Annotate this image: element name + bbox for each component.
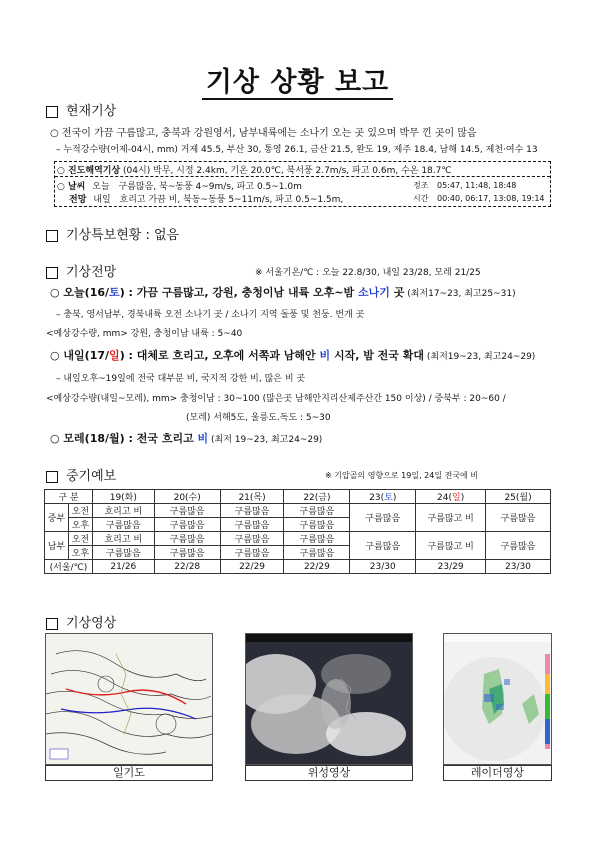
table-cell: 구름많고 비 bbox=[416, 532, 486, 560]
tom-sub: – 내일오후~19일에 전국 대부분 비, 국지적 강한 비, 많은 비 곳 bbox=[56, 374, 306, 384]
table-cell: 구름많음 bbox=[486, 504, 551, 532]
table-cell: 흐리고 비 bbox=[92, 532, 154, 546]
images-heading-text: 기상영상 bbox=[66, 616, 117, 631]
section-midterm-heading bbox=[46, 465, 116, 484]
tom-day: 일 bbox=[109, 349, 120, 362]
section-current-heading bbox=[46, 100, 116, 119]
period-cell: 오후 bbox=[68, 546, 92, 560]
box-row3-label: 전망 bbox=[69, 195, 87, 205]
temp-cell: 23/30 bbox=[350, 560, 416, 574]
box-divider bbox=[55, 176, 550, 177]
box-row3-right bbox=[413, 193, 545, 204]
region-cell: 중부 bbox=[45, 504, 69, 532]
caption-satellite: 위성영상 bbox=[245, 765, 413, 781]
temp-cell: 23/29 bbox=[416, 560, 486, 574]
checkbox-square-icon bbox=[46, 471, 58, 483]
temp-cell: 22/29 bbox=[284, 560, 350, 574]
today-post: 곳 bbox=[389, 286, 405, 299]
table-cell: 구름많음 bbox=[284, 504, 350, 518]
satellite-image bbox=[245, 633, 413, 765]
box-row3-sub: 내일 bbox=[93, 195, 111, 205]
table-cell: 구름많음 bbox=[220, 504, 284, 518]
dat-rain: 비 bbox=[197, 432, 209, 445]
box-row3-right-text: 00:40, 06:17, 13:08, 19:14 bbox=[437, 194, 545, 203]
forecast-heading-text: 기상전망 bbox=[66, 265, 117, 280]
temp-cell: 21/26 bbox=[92, 560, 154, 574]
table-cell: 구름많음 bbox=[92, 546, 154, 560]
day-header: 20(수) bbox=[154, 490, 220, 504]
satellite-graphic bbox=[246, 634, 412, 764]
day-header: 23(토) bbox=[350, 490, 416, 504]
today-day: 토 bbox=[109, 286, 120, 299]
checkbox-square-icon bbox=[46, 230, 58, 242]
midterm-table-wrap bbox=[44, 489, 551, 574]
period-cell: 오전 bbox=[68, 532, 92, 546]
forecast-day-after bbox=[50, 430, 322, 446]
tom-precip-2: (모레) 서해5도, 울릉도.독도 : 5~30 bbox=[186, 413, 331, 423]
today-precip-label: <예상강수량, mm> bbox=[46, 329, 128, 339]
table-row bbox=[45, 504, 551, 518]
table-cell: 구름많음 bbox=[220, 518, 284, 532]
table-cell: 구름많음 bbox=[284, 532, 350, 546]
tom-post: 시작, 밤 전국 확대 bbox=[330, 349, 425, 362]
box-row1-text: (04시) 박무, 시정 2.4km, 기온 20.0℃, 북서풍 2.7m/s, 파고 0.6m, 수온 18.7℃ bbox=[123, 166, 452, 176]
temp-cell: 23/30 bbox=[486, 560, 551, 574]
table-cell: 구름많음 bbox=[154, 518, 220, 532]
table-cell: 구름많음 bbox=[284, 518, 350, 532]
box-row-2 bbox=[57, 179, 302, 192]
caption-radar: 레이더영상 bbox=[443, 765, 552, 781]
table-cell: 구름많음 bbox=[220, 546, 284, 560]
today-precip bbox=[46, 326, 242, 339]
tom-precip-value: 충청이남 : 30~100 (많은곳 남해안지리산제주산간 150 이상) / 중북부 : 20~60 / bbox=[177, 394, 506, 404]
tom-prefix: ○ 내일(17/ bbox=[50, 349, 110, 362]
box-row2-text: 구름많음, 북~동풍 4~9m/s, 파고 0.5~1.0m bbox=[118, 182, 302, 192]
table-cell: 구름많음 bbox=[486, 532, 551, 560]
forecast-today bbox=[50, 284, 516, 300]
temp-label-cell: (서울/℃) bbox=[45, 560, 93, 574]
tom-mid: ) : 대체로 흐리고, 오후에 서쪽과 남해안 bbox=[119, 349, 320, 362]
weather-chart-image bbox=[45, 633, 213, 765]
midterm-note: ※ 기압골의 영향으로 19일, 24일 전국에 비 bbox=[325, 471, 479, 480]
today-mid: ) : 가끔 구름많고, 강원, 충청이남 내륙 오후~밤 bbox=[119, 286, 358, 299]
tom-temp: (최저19~23, 최고24~29) bbox=[424, 352, 536, 362]
table-cell: 구름많음 bbox=[220, 532, 284, 546]
checkbox-square-icon bbox=[46, 618, 58, 630]
day-header: 22(금) bbox=[284, 490, 350, 504]
box-row2-right-label: 정조 bbox=[413, 181, 429, 190]
today-temp: (최저17~23, 최고25~31) bbox=[404, 289, 516, 299]
section-special-heading bbox=[46, 224, 179, 243]
section-images-heading bbox=[46, 612, 116, 631]
table-cell: 구름많음 bbox=[154, 546, 220, 560]
table-cell: 구름많음 bbox=[350, 504, 416, 532]
table-cell: 구름많음 bbox=[92, 518, 154, 532]
table-header-row bbox=[45, 490, 551, 504]
day-header: 24(일) bbox=[416, 490, 486, 504]
special-heading-text: 기상특보현황 : 없음 bbox=[66, 228, 180, 243]
current-heading-text: 현재기상 bbox=[66, 104, 117, 119]
tom-precip bbox=[46, 391, 506, 404]
box-row2-right-text: 05:47, 11:48, 18:48 bbox=[437, 181, 517, 190]
period-cell: 오전 bbox=[68, 504, 92, 518]
box-row-3 bbox=[69, 192, 343, 205]
today-sub: – 충북, 영서남부, 경북내륙 오전 소나기 곳 / 소나기 지역 돌풍 및 천둥. 번개 곳 bbox=[56, 310, 365, 320]
header-cell: 구 분 bbox=[45, 490, 93, 504]
weather-map-graphic bbox=[46, 634, 212, 764]
period-cell: 오후 bbox=[68, 518, 92, 532]
page-title bbox=[0, 60, 595, 99]
midterm-table bbox=[44, 489, 551, 574]
table-row bbox=[45, 532, 551, 546]
table-cell: 구름많음 bbox=[154, 504, 220, 518]
box-row3-text: 흐리고 가끔 비, 북동~동풍 5~11m/s, 파고 0.5~1.5m, bbox=[119, 195, 344, 205]
box-row1-label: ○ 진도해역기상 bbox=[57, 166, 121, 176]
day-header: 19(화) bbox=[92, 490, 154, 504]
seoul-temp-note: ※ 서울기온/℃ : 오늘 22.8/30, 내일 23/28, 모레 21/25 bbox=[255, 268, 481, 278]
tom-precip-label: <예상강수량(내일~모레), mm> bbox=[46, 394, 178, 404]
current-line-1: ○ 전국이 가끔 구름많고, 충북과 강원영서, 남부내륙에는 소나기 오는 곳 있으며 박무 낀 곳이 많음 bbox=[50, 128, 477, 139]
radar-image bbox=[443, 633, 552, 765]
tom-rain: 비 bbox=[319, 349, 331, 362]
table-row-temps bbox=[45, 560, 551, 574]
day-header: 21(목) bbox=[220, 490, 284, 504]
table-cell: 구름많고 비 bbox=[416, 504, 486, 532]
dat-temp: (최저 19~23, 최고24~29) bbox=[208, 435, 323, 445]
checkbox-square-icon bbox=[46, 106, 58, 118]
section-forecast-heading bbox=[46, 261, 116, 280]
today-prefix: ○ 오늘(16/ bbox=[50, 286, 110, 299]
current-info-box bbox=[54, 161, 551, 207]
current-line-2: – 누적강수량(어제-04시, mm) 거제 45.5, 부산 30, 통영 26.1, 금산 21.5, 완도 19, 제주 18.4, 남해 14.5, 제천·여수 13 bbox=[56, 145, 538, 155]
box-row-1 bbox=[57, 163, 451, 176]
forecast-tomorrow bbox=[50, 347, 535, 363]
day-header: 25(월) bbox=[486, 490, 551, 504]
caption-weather-chart: 일기도 bbox=[45, 765, 213, 781]
page-title-text: 기상 상황 보고 bbox=[202, 67, 393, 100]
midterm-heading-text: 중기예보 bbox=[66, 469, 117, 484]
box-row3-right-label: 시간 bbox=[413, 194, 429, 203]
table-cell: 구름많음 bbox=[284, 546, 350, 560]
temp-cell: 22/28 bbox=[154, 560, 220, 574]
temp-cell: 22/29 bbox=[220, 560, 284, 574]
radar-graphic bbox=[444, 634, 551, 764]
region-cell: 남부 bbox=[45, 532, 69, 560]
dat-prefix: ○ 모레(18/월) : 전국 흐리고 bbox=[50, 432, 198, 445]
table-cell: 구름많음 bbox=[350, 532, 416, 560]
today-precip-value: 강원, 충청이남 내륙 : 5~40 bbox=[127, 329, 243, 339]
today-rain: 소나기 bbox=[357, 286, 390, 299]
box-row2-sub: 오늘 bbox=[92, 182, 110, 192]
checkbox-square-icon bbox=[46, 267, 58, 279]
table-cell: 흐리고 비 bbox=[92, 504, 154, 518]
box-row2-right bbox=[413, 180, 516, 191]
table-cell: 구름많음 bbox=[154, 532, 220, 546]
box-row2-label: ○ 날씨 bbox=[57, 182, 86, 192]
